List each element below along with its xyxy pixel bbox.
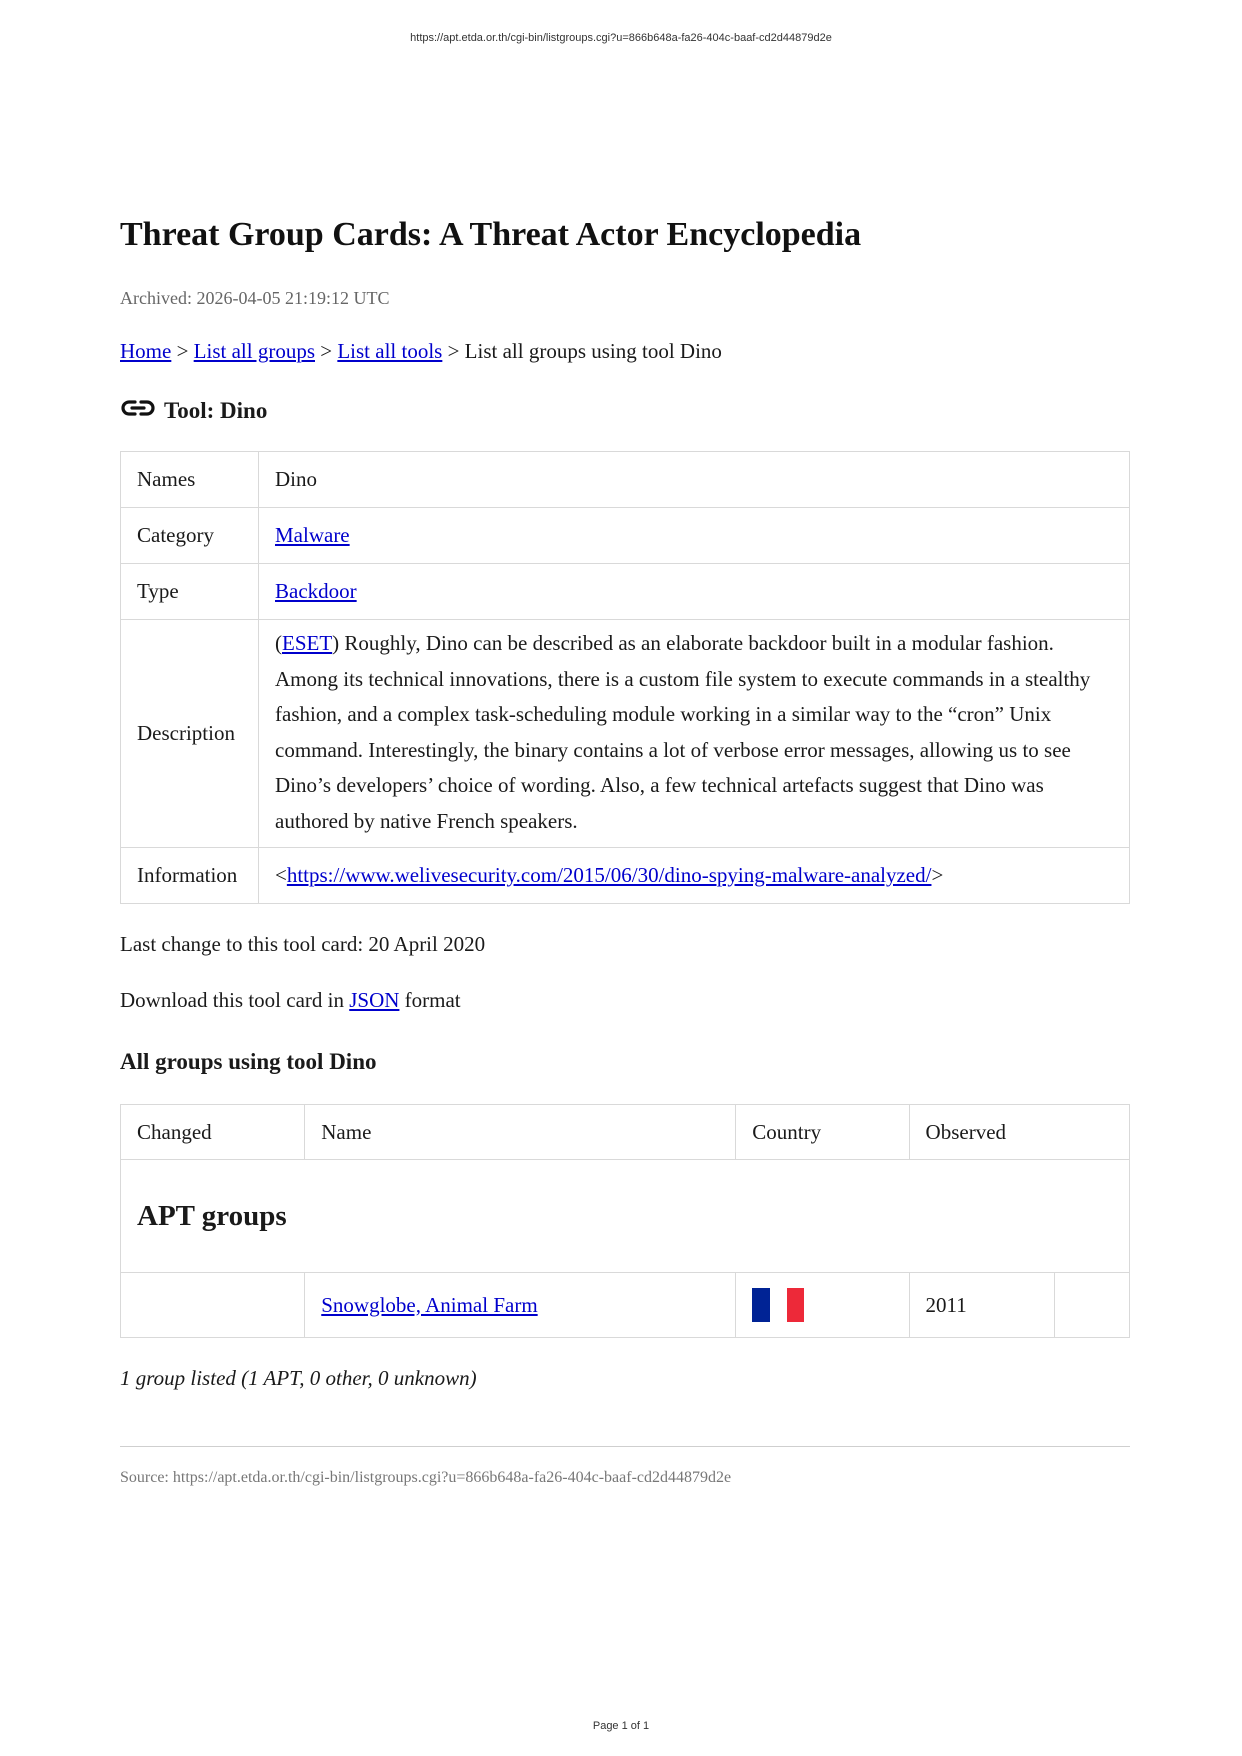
information-link[interactable]: https://www.welivesecurity.com/2015/06/30/dino-spying-malware-analyzed/: [286, 863, 932, 887]
type-link[interactable]: Backdoor: [275, 579, 357, 603]
tool-heading: [120, 395, 1130, 427]
json-download-link[interactable]: JSON: [349, 988, 400, 1012]
information-cell: [259, 848, 1130, 904]
description-text: ) Roughly, Dino can be described as an elaborate backdoor built in a modular fashion. Among its technical innovations, there is a custom file system to execute commands in a stealthy fashion, and a complex task-scheduling module working in a similar way to the “cron” Unix command. Interestingly, the binary contains a lot of verbose error messages, allowing us to see Dino’s developers’ choice of wording. Also, a few technical artefacts suggest that Dino was authored by native French speakers.: [275, 631, 1091, 833]
download-prefix: Download this tool card in: [120, 988, 344, 1012]
tool-name-value: Dino: [259, 452, 1130, 508]
tool-heading-text: Tool: Dino: [164, 398, 268, 423]
breadcrumb-home-link[interactable]: Home: [120, 339, 172, 363]
breadcrumb-separator: >: [176, 339, 189, 363]
page-number: Page 1 of 1: [592, 1720, 650, 1732]
source-text: Source: https://apt.etda.or.th/cgi-bin/listgroups.cgi?u=866b648a-fa26-404c-baaf-cd2d44879d2e: [120, 1469, 732, 1486]
group-name-link[interactable]: Snowglobe, Animal Farm: [321, 1292, 538, 1317]
row-label: Category: [121, 508, 259, 564]
category-link[interactable]: Malware: [275, 523, 350, 547]
column-header-changed[interactable]: Changed: [121, 1105, 305, 1160]
download-line: [120, 986, 1130, 1014]
name-cell: [305, 1273, 736, 1338]
page-content: [120, 210, 1130, 1489]
page-title: Threat Group Cards: A Threat Actor Encyclopedia: [120, 216, 862, 253]
type-cell: [259, 564, 1130, 620]
country-cell: [736, 1273, 909, 1338]
row-label: Type: [121, 564, 259, 620]
tool-row-description: [121, 620, 1130, 848]
category-cell: [259, 508, 1130, 564]
column-header-country[interactable]: Country: [736, 1105, 909, 1160]
information-bracket: <: [275, 863, 287, 887]
observed-cell: 2011: [909, 1273, 1055, 1338]
tool-row-category: [121, 508, 1130, 564]
groups-summary: 1 group listed (1 APT, 0 other, 0 unknown): [120, 1366, 477, 1390]
column-header-observed[interactable]: Observed: [909, 1105, 1129, 1160]
tool-info-table: [120, 451, 1130, 904]
last-change-text: Last change to this tool card: 20 April 2020: [120, 932, 486, 956]
table-row: [121, 1273, 1130, 1338]
tool-row-names: [121, 452, 1130, 508]
description-cell: [259, 620, 1130, 848]
link-icon: [120, 395, 156, 421]
row-label: Names: [121, 452, 259, 508]
divider: [120, 1446, 1130, 1447]
description-paren: (: [275, 631, 282, 655]
section-title: APT groups: [137, 1199, 287, 1232]
tool-row-information: [121, 848, 1130, 904]
changed-cell: [121, 1273, 305, 1338]
breadcrumb-current: > List all groups using tool Dino: [447, 339, 722, 363]
column-header-name[interactable]: Name: [305, 1105, 736, 1160]
groups-header-row: [121, 1105, 1130, 1160]
empty-cell: [1055, 1273, 1130, 1338]
information-bracket: >: [931, 863, 944, 887]
archived-timestamp: Archived: 2026-04-05 21:19:12 UTC: [120, 288, 390, 308]
eset-source-link[interactable]: ESET: [282, 631, 333, 655]
breadcrumb: [120, 337, 1130, 365]
section-row: [121, 1160, 1130, 1273]
groups-heading: All groups using tool Dino: [120, 1049, 377, 1074]
section-cell: [121, 1160, 1130, 1273]
breadcrumb-list-tools-link[interactable]: List all tools: [337, 339, 443, 363]
tool-row-type: [121, 564, 1130, 620]
breadcrumb-list-groups-link[interactable]: List all groups: [193, 339, 315, 363]
row-label: Description: [121, 620, 259, 848]
row-label: Information: [121, 848, 259, 904]
breadcrumb-separator: >: [320, 339, 333, 363]
download-suffix: format: [404, 988, 461, 1012]
france-flag-icon: [752, 1288, 804, 1322]
print-header-url: https://apt.etda.or.th/cgi-bin/listgroups.cgi?u=866b648a-fa26-404c-baaf-cd2d44879d2e: [410, 32, 832, 44]
groups-table: [120, 1104, 1130, 1338]
